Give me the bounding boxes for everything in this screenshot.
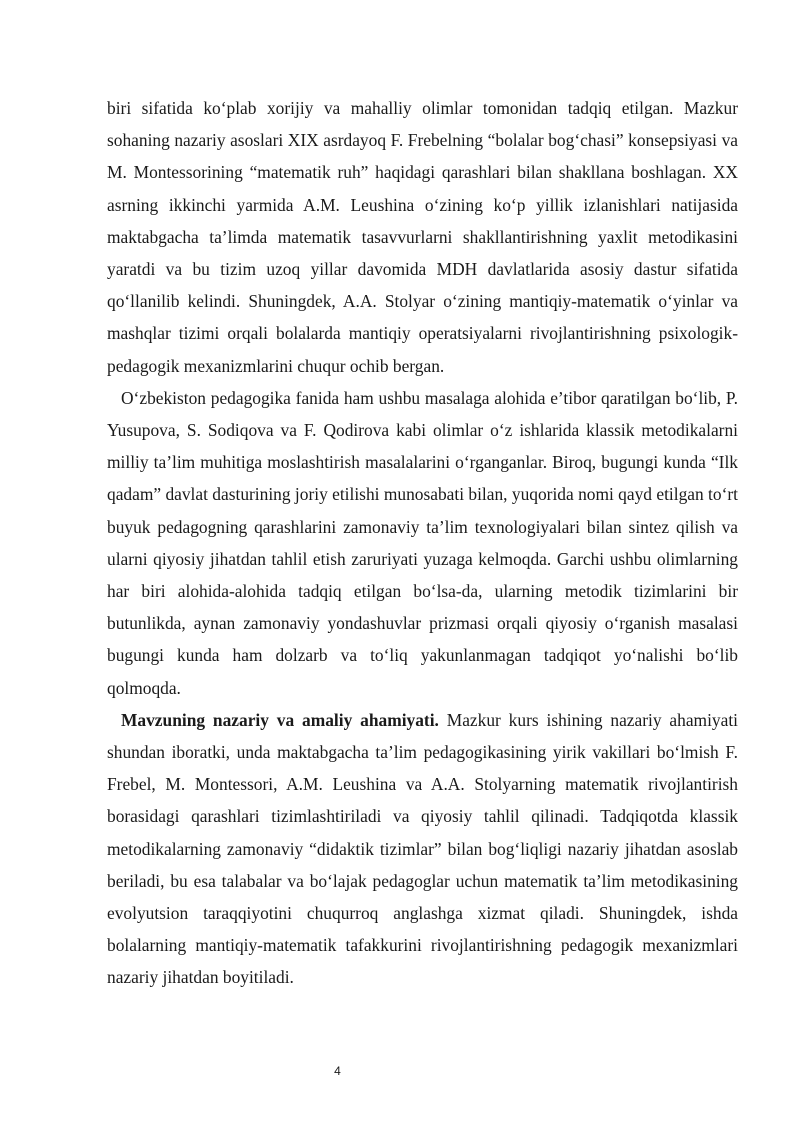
paragraph-1-text: biri sifatida ko‘plab xorijiy va mahalliy olimlar tomonidan tadqiq etilgan. Mazkur sohaning nazariy asoslari XIX asrdayoq F. Frebelning “bolalar bog‘chasi” konsepsiyasi va M. Montessorining “matematik ruh” haqidagi qarashlari bilan shakllana boshlagan. XX asrning ikkinchi yarmida A.M. Leushina o‘zining ko‘p yillik izlanishlari natijasida maktabgacha ta’limda matematik tasavvurlarni shakllantirishning yaxlit metodikasini yaratdi va bu tizim uzoq yillar davomida MDH davlatlarida asosiy dastur sifatida qo‘llanilib kelindi. Shuningdek, A.A. Stolyar o‘zining mantiqiy-matematik o‘yinlar va mashqlar tizimi orqali bolalarda mantiqiy operatsiyalarni rivojlantirishning psixologik-pedagogik mexanizmlarini chuqur ochib bergan.	[107, 98, 738, 376]
paragraph-1	[107, 92, 738, 382]
paragraph-2-text: O‘zbekiston pedagogika fanida ham ushbu masalaga alohida e’tibor qaratilgan bo‘lib, P. Yusupova, S. Sodiqova va F. Qodirova kabi olimlar o‘z ishlarida klassik metodikalarni milliy ta’lim muhitiga moslashtirish masalalarini o‘rganganlar. Biroq, bugungi kunda “Ilk qadam” davlat dasturining joriy etilishi munosabati bilan, yuqorida nomi qayd etilgan to‘rt buyuk pedagogning qarashlarini zamonaviy ta’lim texnologiyalari bilan sintez qilish va ularni qiyosiy jihatdan tahlil etish zaruriyati yuzaga kelmoqda. Garchi ushbu olimlarning har biri alohida-alohida tadqiq etilgan bo‘lsa-da, ularning metodik tizimlarini bir butunlikda, aynan zamonaviy yondashuvlar prizmasi orqali qiyosiy o‘rganish masalasi bugungi kunda ham dolzarb va to‘liq yakunlanmagan tadqiqot yo‘nalishi bo‘lib qolmoqda.	[107, 387, 738, 698]
body-text	[107, 92, 738, 994]
page-number: 4	[334, 1064, 341, 1078]
paragraph-3	[107, 704, 738, 994]
paragraph-2	[107, 382, 738, 704]
paragraph-3-lead: Mavzuning nazariy va amaliy ahamiyati.	[121, 709, 439, 730]
paragraph-3-text: Mazkur kurs ishining nazariy ahamiyati shundan iboratki, unda maktabgacha ta’lim pedagogikasining yirik vakillari bo‘lmish F. Frebel, M. Montessori, A.M. Leushina va A.A. Stolyarning matematik rivojlantirish borasidagi qarashlari tizimlashtiriladi va qiyosiy tahlil qilinadi. Tadqiqotda klassik metodikalarning zamonaviy “didaktik tizimlar” bilan bog‘liqligi nazariy jihatdan asoslab beriladi, bu esa talabalar va bo‘lajak pedagoglar uchun matematik ta’lim metodikasining evolyutsion taraqqiyotini chuqurroq anglashga xizmat qiladi. Shuningdek, ishda bolalarning mantiqiy-matematik tafakkurini rivojlantirishning pedagogik mexanizmlari nazariy jihatdan boyitiladi.	[107, 709, 738, 988]
